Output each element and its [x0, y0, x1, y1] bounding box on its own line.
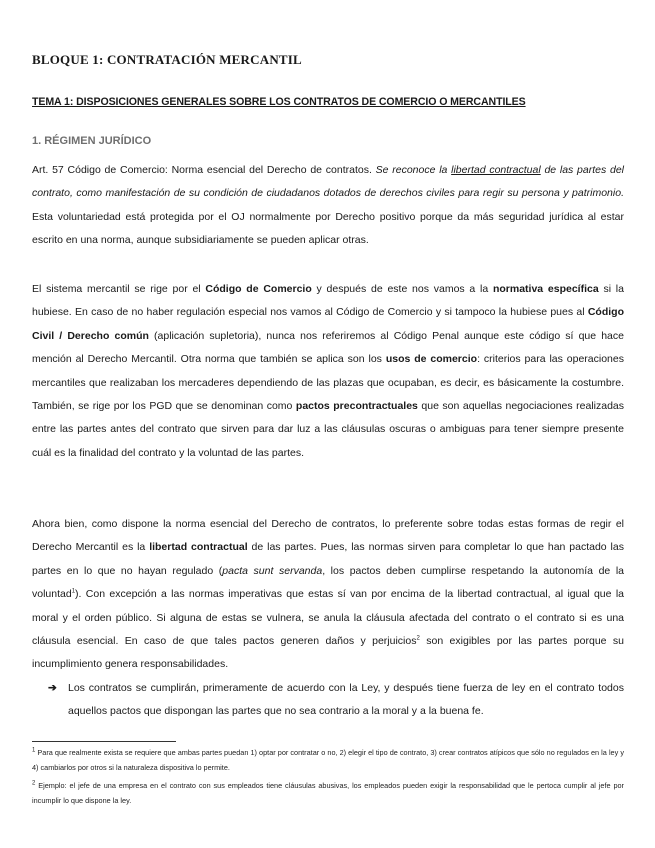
text-run: ). Con excepción a las normas imperativas que estas sí van por encima de la libertad contractual, al igual que la moral y el orden público. Si alguna de estas se vulnera, se anula la cláusula afectada del contrato o el contrato si es una cláusula esencial. En caso de que tales pactos generen daños y perjuicios	[32, 588, 624, 648]
italic-run: pacta sunt servanda	[222, 564, 323, 577]
italic-underlined-run	[451, 164, 541, 176]
paragraph-contractual-freedom	[32, 513, 624, 677]
footnote-ref-1[interactable]: 1	[71, 588, 76, 595]
text-run: Esta voluntariedad está protegida por el OJ normalmente por Derecho positivo porque da más seguridad jurídica al estar escrito en una norma, aunque subsidiariamente se pueden aplicar otras.	[32, 210, 624, 247]
bold-term: pactos precontractuales	[295, 400, 418, 413]
footnote-1	[32, 746, 624, 775]
text-run: que son aquellas negociaciones realizadas entre las partes antes del contrato que sirven para dar luz a las cláusulas oscuras o ambiguas para tener siempre presente cuál es la finalidad del contrato y la voluntad de las partes.	[32, 400, 624, 459]
underlined-term: libertad contractual	[451, 164, 541, 176]
italic-run: de las partes del contrato, como manifestación de su condición de ciudadanos dotados de derechos civiles para regir su persona y patrimonio.	[32, 164, 625, 200]
text-run: si la hubiese. En caso de no haber regulación especial nos vamos al Código de Comercio y si tampoco la hubiese pues al	[32, 283, 624, 319]
bullet-text: Los contratos se cumplirán, primeramente de acuerdo con la Ley, y después tiene fuerza de ley en el contrato todos aquellos pactos que dispongan las partes que no sea contrario a la moral y a la buena fe.	[68, 682, 624, 718]
text-run: de las partes. Pues, las normas sirven para completar lo que han pactado las partes en lo que no hayan regulado (	[32, 541, 624, 577]
section-title: 1. RÉGIMEN JURÍDICO	[32, 135, 152, 147]
footnote-number: 1	[32, 747, 36, 754]
footnote-number: 2	[32, 780, 36, 787]
footnote-text: Ejemplo: el jefe de una empresa en el contrato con sus empleados tiene cláusulas abusivas, los empleados pueden exigir la responsabilidad que le pertoca cumplir al jefe por incumplir lo que dispone la ley.	[32, 781, 624, 805]
text-run: Ahora bien, como dispone la norma esencial del Derecho de contratos, lo preferente sobre todas estas formas de regir el Derecho Mercantil es la	[32, 518, 624, 554]
footnote-divider	[32, 741, 176, 742]
text-run: (aplicación supletoria), nunca nos referiremos al Código Penal aunque este código sí que hace mención al Derecho Mercantil. Otra norma que también se aplica son los	[32, 329, 624, 366]
footnotes	[32, 746, 624, 812]
text-run: y después de este nos vamos a la	[311, 283, 493, 295]
italic-run: Se reconoce la	[375, 164, 452, 176]
text-run: El sistema mercantil se rige por el	[32, 283, 206, 295]
footnote-ref-2[interactable]: 2	[416, 635, 420, 642]
arrow-bullet-icon: ➔	[48, 682, 57, 694]
bold-term: Código Civil / Derecho común	[32, 306, 624, 342]
text-run: : criterios para las operaciones mercantiles que realizaban los mercaderes dependiendo de las plazas que ocupaban, es decir, es básicamente la costumbre. También, se rige por los PGD que se denominan como	[32, 353, 624, 413]
bold-term: normativa específica	[492, 283, 599, 295]
bold-term: usos de comercio	[385, 353, 478, 366]
block-title: BLOQUE 1: CONTRATACIÓN MERCANTIL	[32, 52, 302, 67]
footnote-2	[32, 779, 624, 808]
paragraph-mercantile-system	[32, 278, 624, 465]
paragraph-article-57	[32, 159, 624, 253]
footnote-text: Para que realmente exista se requiere que ambas partes puedan 1) optar por contratar o no, 2) elegir el tipo de contrato, 3) crear contratos atípicos que sólo no regulados en la ley y 4) cambiarlos por otros si la naturaleza dispositiva lo permite.	[32, 748, 624, 772]
text-run: , los pactos deben cumplirse respetando la autonomía de la voluntad	[32, 564, 625, 601]
text-run: son exigibles por las partes porque su incumplimiento genera responsabilidades.	[32, 635, 624, 671]
bullet-item	[50, 677, 624, 724]
bold-term: Código de Comercio	[205, 283, 312, 295]
text-run: Art. 57 Código de Comercio: Norma esencial del Derecho de contratos.	[32, 164, 376, 176]
bold-term: libertad contractual	[149, 541, 248, 554]
topic-title: TEMA 1: DISPOSICIONES GENERALES SOBRE LOS CONTRATOS DE COMERCIO O MERCANTILES	[32, 96, 526, 108]
